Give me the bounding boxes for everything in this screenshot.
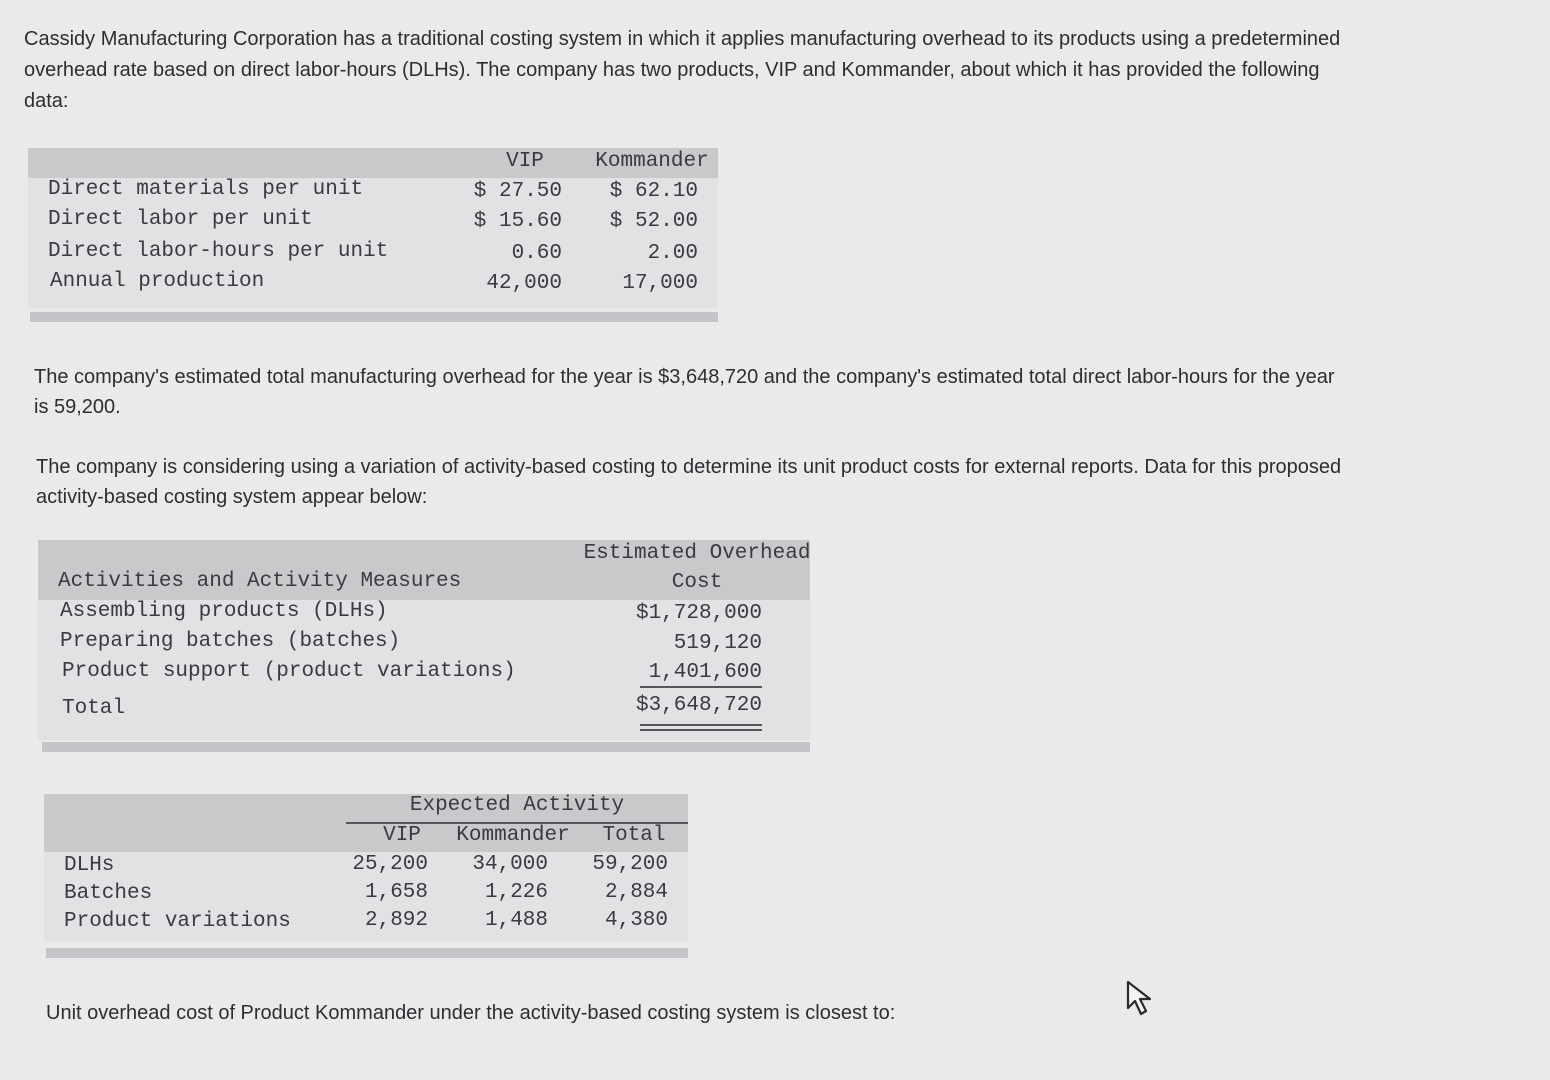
- activity-product-support-cost: 1,401,600: [648, 661, 762, 684]
- intro-line-3: data:: [24, 90, 69, 112]
- abc-line-1: The company is considering using a variation of activity-based costing to determine its unit product costs for external reports. Data for this proposed: [36, 456, 1342, 478]
- intro-line-2: overhead rate based on direct labor-hours (DLHs). The company has two products, VIP and Kommander, about which it has provided the following: [24, 59, 1320, 81]
- cost-header-line-2: Cost: [671, 571, 723, 594]
- expected-batches-kommander: 1,226: [484, 881, 548, 904]
- kommander-direct-materials: $ 62.10: [609, 180, 698, 203]
- row-label-direct-labor: Direct labor per unit: [48, 208, 313, 231]
- expected-batches-label: Batches: [64, 882, 153, 905]
- total-double-underline-top: [640, 724, 762, 726]
- intro-line-1: Cassidy Manufacturing Corporation has a traditional costing system in which it applies manufacturing overhead to its products using a predetermined: [24, 28, 1341, 50]
- activity-batches-label: Preparing batches (batches): [60, 630, 401, 653]
- row-label-direct-materials: Direct materials per unit: [48, 178, 364, 201]
- expected-product-variations-total: 4,380: [604, 909, 668, 932]
- activity-product-support-label: Product support (product variations): [62, 660, 516, 683]
- kommander-direct-labor-hours: 2.00: [647, 242, 698, 265]
- expected-dlhs-kommander: 34,000: [472, 853, 548, 876]
- expected-product-variations-kommander: 1,488: [484, 909, 548, 932]
- column-header-vip-expected: VIP: [383, 824, 421, 847]
- column-header-kommander-expected: Kommander: [456, 824, 570, 847]
- expected-dlhs-total: 59,200: [592, 853, 668, 876]
- subtotal-underline: [640, 686, 762, 688]
- activity-batches-cost: 519,120: [673, 632, 762, 655]
- expected-batches-vip: 1,658: [364, 881, 428, 904]
- row-label-direct-labor-hours: Direct labor-hours per unit: [48, 240, 389, 263]
- kommander-annual-production: 17,000: [622, 272, 698, 295]
- expected-product-variations-label: Product variations: [64, 910, 291, 933]
- column-header-total-expected: Total: [602, 824, 666, 847]
- activity-table-footer: [42, 742, 810, 752]
- abc-line-2: activity-based costing system appear below:: [36, 486, 428, 508]
- mouse-pointer-icon: [1122, 978, 1162, 1018]
- total-double-underline-bottom: [640, 729, 762, 731]
- activity-total-label: Total: [62, 697, 126, 720]
- expected-batches-total: 2,884: [604, 881, 668, 904]
- vip-annual-production: 42,000: [486, 272, 562, 295]
- activity-assembling-cost: $1,728,000: [635, 602, 762, 625]
- activity-assembling-label: Assembling products (DLHs): [60, 600, 388, 623]
- cost-header-line-1: Estimated Overhead: [583, 542, 811, 565]
- column-header-kommander: Kommander: [595, 150, 709, 173]
- question-text: Unit overhead cost of Product Kommander under the activity-based costing system is closest to:: [46, 1002, 896, 1024]
- expected-activity-group-header: Expected Activity: [409, 794, 625, 817]
- vip-direct-materials: $ 27.50: [473, 180, 562, 203]
- row-label-annual-production: Annual production: [50, 270, 265, 293]
- activity-total-cost: $3,648,720: [635, 694, 762, 717]
- kommander-direct-labor: $ 52.00: [609, 210, 698, 233]
- column-header-vip: VIP: [506, 150, 544, 173]
- expected-product-variations-vip: 2,892: [364, 909, 428, 932]
- activity-label-header: Activities and Activity Measures: [58, 570, 462, 593]
- vip-direct-labor: $ 15.60: [473, 210, 562, 233]
- estimate-line-2: is 59,200.: [34, 396, 121, 418]
- expected-table-footer: [46, 948, 688, 958]
- product-table-footer: [30, 312, 718, 322]
- vip-direct-labor-hours: 0.60: [511, 242, 562, 265]
- expected-dlhs-vip: 25,200: [352, 853, 428, 876]
- estimate-line-1: The company's estimated total manufacturing overhead for the year is $3,648,720 and the company's estimated total direct labor-hours for the year: [34, 366, 1335, 388]
- expected-dlhs-label: DLHs: [64, 854, 115, 877]
